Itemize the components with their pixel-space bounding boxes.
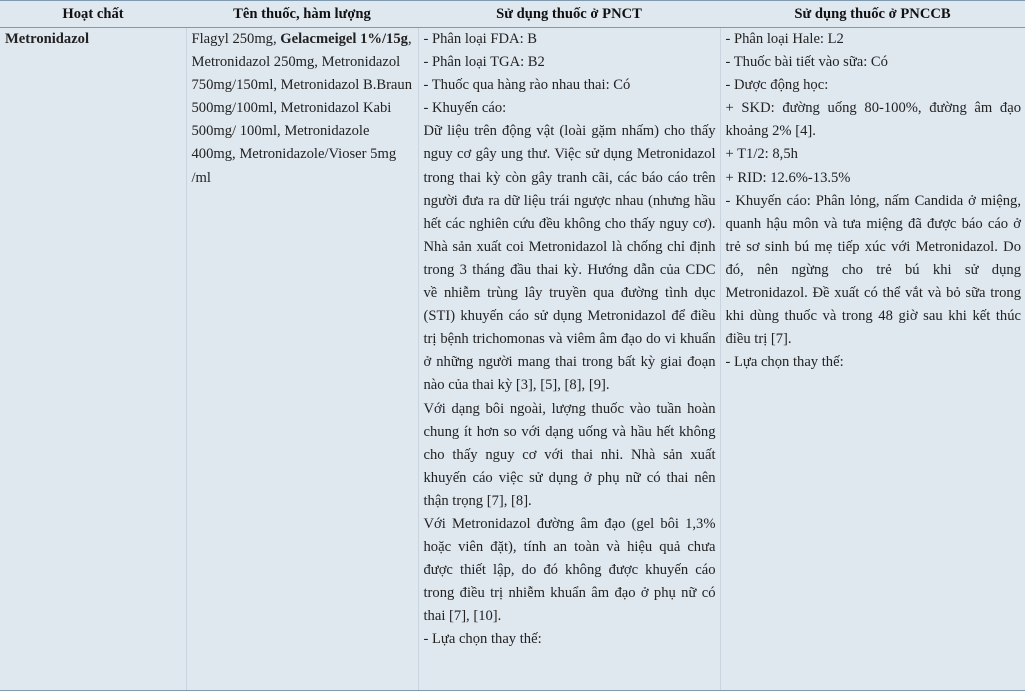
header-product-name: Tên thuốc, hàm lượng [186, 1, 418, 28]
header-pregnancy-use: Sử dụng thuốc ở PNCT [418, 1, 720, 28]
breastfeeding-cell [720, 28, 1025, 691]
pregnancy-paragraph-1: Dữ liệu trên động vật (loài gặm nhấm) cho thấy nguy cơ gây ung thư. Việc sử dụng Metronidazol trong thai kỳ còn gây tranh cãi, các báo cáo trên người đưa ra dữ liệu trái ngược nhau (nhưng hầu hết các nghiên cứu đều không cho thấy nguy cơ). Nhà sản xuất coi Metronidazol là chống chỉ định trong 3 tháng đầu thai kỳ. Hướng dẫn của CDC về nhiễm trùng lây truyền qua đường tình dục (STI) khuyến cáo sử dụng Metronidazol để điều trị bệnh trichomonas và viêm âm đạo do vi khuẩn ở những người mang thai trong bất kỳ giai đoạn nào của thai kỳ [3], [5], [8], [9]. [423, 123, 716, 394]
header-active-ingredient: Hoạt chất [0, 1, 186, 28]
pregnancy-fda-class: - Phân loại FDA: B [423, 31, 538, 47]
pregnancy-recommendation-label: - Khuyến cáo: [423, 100, 507, 117]
pregnancy-cell [418, 28, 720, 691]
products-cell [186, 28, 418, 691]
active-ingredient-name: Metronidazol [5, 31, 90, 47]
breastfeeding-rid: + RID: 12.6%-13.5% [725, 169, 851, 186]
breastfeeding-recommendation: - Khuyến cáo: Phân lỏng, nấm Candida ở miệng, quanh hậu môn và tưa miệng đã được báo cáo ở trẻ sơ sinh bú mẹ tiếp xúc với Metronidazol. Do đó, nên ngừng cho trẻ bú khi sử dụng Metronidazol. Đề xuất có thể vắt và bỏ sữa trong khi dùng thuốc và trong 48 giờ sau khi kết thúc điều trị [7]. [725, 192, 1021, 348]
breastfeeding-half-life: + T1/2: 8,5h [725, 146, 798, 163]
header-breastfeeding-use: Sử dụng thuốc ở PNCCB [720, 1, 1025, 28]
breastfeeding-hale-class: - Phân loại Hale: L2 [725, 31, 844, 47]
table-row [0, 28, 1025, 691]
pregnancy-alternatives: - Lựa chọn thay thế: [423, 631, 542, 648]
pregnancy-paragraph-2: Với dạng bôi ngoài, lượng thuốc vào tuần hoàn chung ít hơn so với dạng uống và hầu hết không cho thấy nguy cơ với thai nhi. Nhà sản xuất khuyến cáo việc sử dụng ở phụ nữ có thai nên thận trọng [7], [8]. [423, 400, 716, 509]
breastfeeding-bioavailability: + SKD: đường uống 80-100%, đường âm đạo khoảng 2% [4]. [725, 100, 1021, 140]
header-row [0, 1, 1025, 28]
products-text-continued: , Metronidazol 250mg, Metronidazol 750mg/150ml, Metronidazol B.Braun 500mg/100ml, Metronidazol Kabi 500mg/ 100ml, Metronidazole 400mg, Metronidazole/Vioser 5mg /ml [191, 31, 413, 186]
breastfeeding-milk-excretion: - Thuốc bài tiết vào sữa: Có [725, 54, 888, 71]
active-ingredient-cell [0, 28, 186, 691]
pregnancy-tga-class: - Phân loại TGA: B2 [423, 54, 545, 71]
pregnancy-paragraph-3: Với Metronidazol đường âm đạo (gel bôi 1,3% hoặc viên đặt), tính an toàn và hiệu quả chưa được thiết lập, do đó không được khuyến cáo trong điều trị nhiễm khuẩn âm đạo ở phụ nữ có thai [7], [10]. [423, 515, 716, 625]
products-text: Flagyl 250mg, [191, 31, 281, 47]
breastfeeding-alternatives: - Lựa chọn thay thế: [725, 354, 844, 371]
products-bold-text: Gelacmeigel 1%/15g [280, 31, 408, 47]
pregnancy-placenta: - Thuốc qua hàng rào nhau thai: Có [423, 77, 631, 94]
breastfeeding-pk-label: - Dược động học: [725, 77, 829, 94]
